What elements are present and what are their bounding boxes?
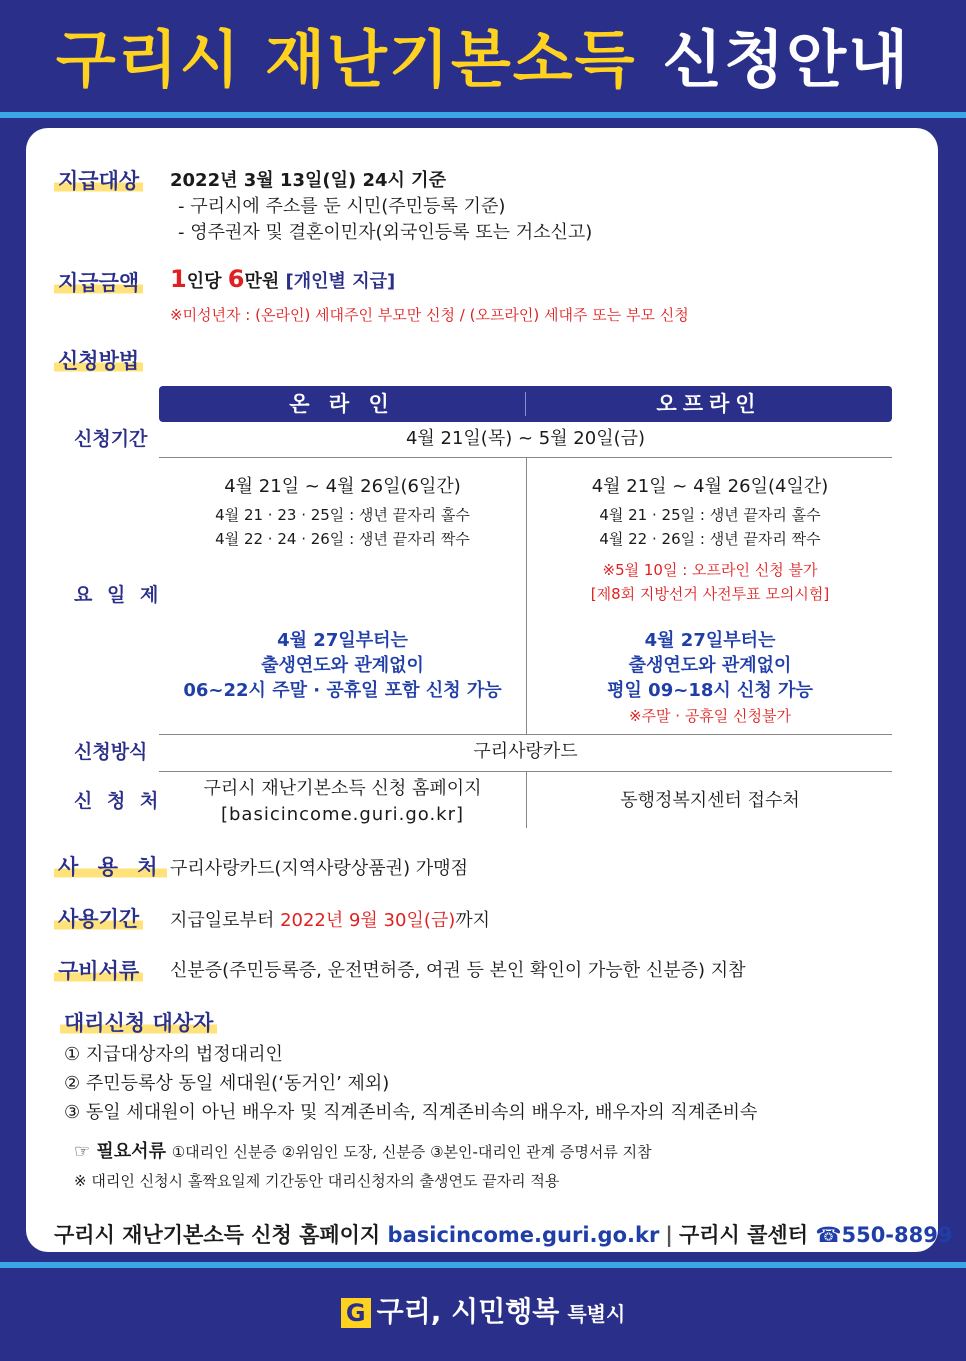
eligibility-label: 지급대상 <box>54 168 143 194</box>
online-after-2: 출생연도와 관계없이 <box>261 655 424 676</box>
homepage-label: 구리시 재난기본소득 신청 홈페이지 <box>54 1223 381 1247</box>
amount-unit1: 인당 <box>186 271 222 292</box>
type-row-value: 구리사랑카드 <box>473 741 578 762</box>
logo-sub: 특별시 <box>567 1302 626 1326</box>
method-table-header <box>159 386 892 422</box>
offline-day-odd: 4월 21 · 25일 : 생년 끝자리 홀수 <box>599 506 821 524</box>
eligibility-line1: 2022년 3월 13일(일) 24시 기준 <box>170 170 446 191</box>
documents-label: 구비서류 <box>54 958 143 984</box>
offline-after-2: 출생연도와 관계없이 <box>628 655 792 676</box>
offline-notice-2: [제8회 지방선거 사전투표 모의시험] <box>590 585 830 603</box>
usage-value: 구리사랑카드(지역사랑상품권) 가맹점 <box>170 858 468 879</box>
amount-label: 지급금액 <box>54 270 143 296</box>
proxy-docs-title: ☞ 필요서류 <box>74 1141 166 1162</box>
top-stripe <box>0 112 966 118</box>
use-period-suffix: 까지 <box>455 910 491 931</box>
amount-unit2: 만원 <box>244 271 280 292</box>
offline-after-1: 4월 27일부터는 <box>644 630 776 651</box>
proxy-label: 대리신청 대상자 <box>60 1010 217 1036</box>
use-period-date: 2022년 9월 30일(금) <box>280 910 456 931</box>
period-row-label: 신청기간 <box>74 428 148 450</box>
online-day-even: 4월 22 · 24 · 26일 : 생년 끝자리 짝수 <box>215 530 470 548</box>
proxy-docs-value: ①대리인 신분증 ②위임인 도장, 신분증 ③본인-대리인 관계 증명서류 지참 <box>171 1143 652 1161</box>
content-card <box>26 128 953 1252</box>
offline-after-4: ※주말 · 공휴일 신청불가 <box>628 707 792 725</box>
type-row-label: 신청방식 <box>74 741 148 763</box>
city-logo <box>0 1292 966 1334</box>
day-row-label: 요 일 제 <box>74 584 163 606</box>
proxy-docs <box>74 1139 652 1165</box>
proxy-item-1: ① 지급대상자의 법정대리인 <box>64 1044 283 1065</box>
title-sub: 신청안내 <box>662 23 911 96</box>
online-day-range: 4월 21일 ~ 4월 26일(6일간) <box>224 476 461 497</box>
offline-place: 동행정복지센터 접수처 <box>620 790 800 811</box>
title-main: 구리시 재난기본소득 <box>55 23 637 96</box>
page-title <box>0 22 966 98</box>
online-after-3: 06~22시 주말 · 공휴일 포함 신청 가능 <box>183 680 502 701</box>
callcenter-label: 구리시 콜센터 <box>678 1223 808 1247</box>
eligibility-line2: - 구리시에 주소를 둔 시민(주민등록 기준) <box>178 196 506 217</box>
contact-separator: | <box>665 1223 673 1247</box>
online-after-1: 4월 27일부터는 <box>277 630 408 651</box>
g-logo-icon: G <box>341 1298 371 1328</box>
amount-num2: 6 <box>227 265 245 293</box>
header-banner <box>0 0 966 112</box>
method-label: 신청방법 <box>54 348 143 374</box>
proxy-note: ※ 대리인 신청시 홀짝요일제 기간동안 대리신청자의 출생연도 끝자리 적용 <box>74 1172 560 1190</box>
eligibility-line3: - 영주권자 및 결혼이민자(외국인등록 또는 거소신고) <box>178 222 593 243</box>
offline-header: 오프라인 <box>656 392 762 416</box>
offline-day-even: 4월 22 · 26일 : 생년 끝자리 짝수 <box>599 530 821 548</box>
offline-after-3: 평일 09~18시 신청 가능 <box>607 680 813 701</box>
amount-num1: 1 <box>170 265 187 293</box>
offline-notice-1: ※5월 10일 : 오프라인 신청 불가 <box>602 561 818 579</box>
use-period-label: 사용기간 <box>54 906 143 932</box>
amount-value <box>170 266 395 295</box>
callcenter-number[interactable]: ☎550-8899 <box>815 1223 953 1247</box>
online-place-1: 구리시 재난기본소득 신청 홈페이지 <box>203 778 482 799</box>
logo-text: 구리, 시민행복 <box>376 1295 560 1328</box>
bottom-stripe <box>0 1262 966 1268</box>
contact-line <box>54 1220 953 1250</box>
proxy-item-2: ② 주민등록상 동일 세대원(‘동거인’ 제외) <box>64 1073 390 1094</box>
offline-day-range: 4월 21일 ~ 4월 26일(4일간) <box>591 476 829 497</box>
online-header: 온 라 인 <box>289 392 395 416</box>
online-place-2: [basicincome.guri.go.kr] <box>220 804 465 825</box>
amount-bracket: [개인별 지급] <box>285 271 396 292</box>
amount-note: ※미성년자 : (온라인) 세대주인 부모만 신청 / (오프라인) 세대주 또는 부모 신청 <box>170 306 689 324</box>
place-row-label: 신 청 처 <box>74 790 163 812</box>
online-day-odd: 4월 21 · 23 · 25일 : 생년 끝자리 홀수 <box>215 506 470 524</box>
period-row-value: 4월 21일(목) ~ 5월 20일(금) <box>405 428 646 449</box>
homepage-link[interactable]: basicincome.guri.go.kr <box>387 1223 660 1247</box>
proxy-item-3: ③ 동일 세대원이 아닌 배우자 및 직계존비속, 직계존비속의 배우자, 배우자의 직계존비속 <box>64 1102 758 1123</box>
use-period-value <box>170 908 490 934</box>
use-period-prefix: 지급일로부터 <box>170 910 275 931</box>
documents-value: 신분증(주민등록증, 운전면허증, 여권 등 본인 확인이 가능한 신분증) 지참 <box>170 960 746 981</box>
usage-label: 사 용 처 <box>54 854 167 880</box>
row-divider <box>159 734 892 735</box>
